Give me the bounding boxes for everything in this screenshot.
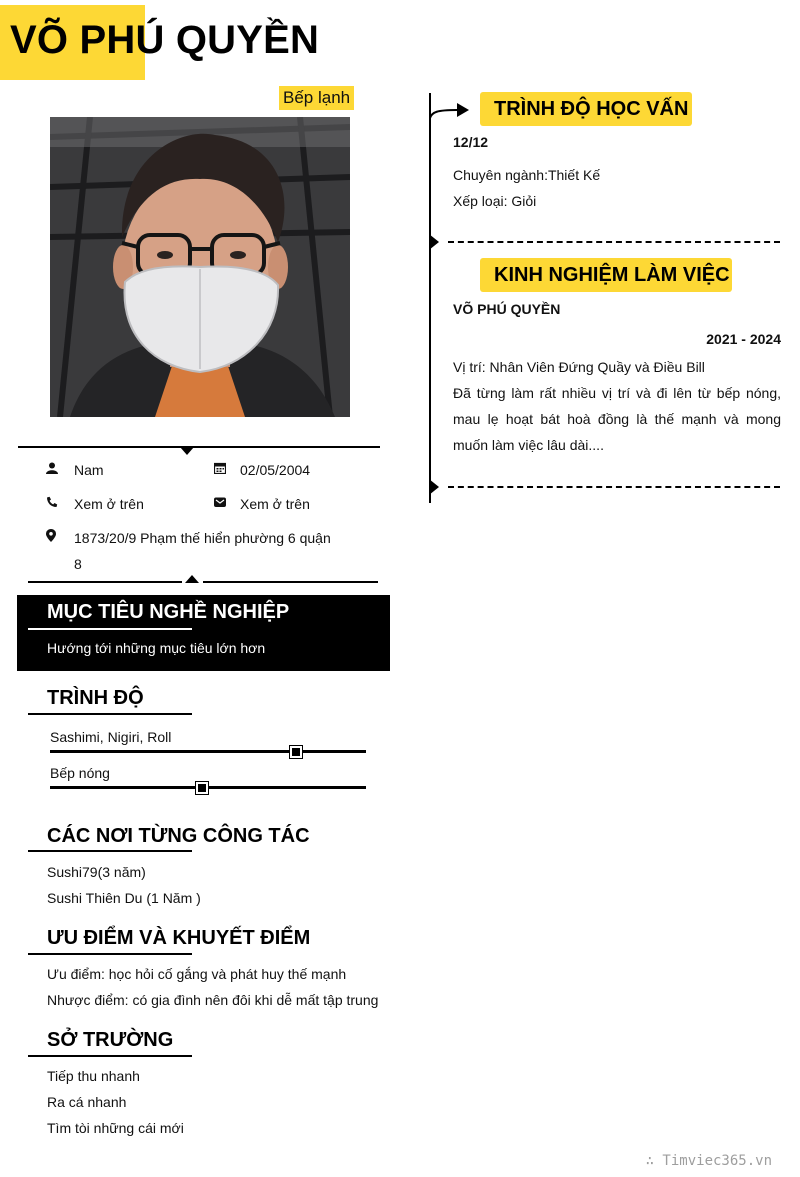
experience-description: Đã từng làm rất nhiều vị trí và đi lên từ bếp nóng, mau lẹ hoạt bát hoà đồng là thế mạnh và mong muốn làm việc lâu dài....: [453, 385, 781, 453]
skill-label: Bếp nóng: [50, 765, 110, 781]
cons-text: Nhược điểm: có gia đình nên đôi khi dễ mất tập trung: [47, 992, 379, 1008]
skill-level-marker: [196, 782, 208, 794]
career-goal-underline: [28, 628, 192, 630]
strengths-underline: [28, 1055, 192, 1057]
candidate-name: VÕ PHÚ QUYỀN: [10, 18, 320, 62]
email-value: Xem ở trên: [240, 496, 310, 512]
experience-position: Vị trí: Nhân Viên Đứng Quầy và Điều Bill: [453, 359, 705, 375]
experience-title: KINH NGHIỆM LÀM VIỆC: [494, 264, 730, 286]
skill-label: Sashimi, Nigiri, Roll: [50, 729, 172, 745]
phone-icon: [46, 495, 60, 509]
career-goal-text: Hướng tới những mục tiêu lớn hơn: [47, 640, 266, 656]
skill-bar: [50, 750, 366, 753]
experience-period: 2021 - 2024: [706, 331, 781, 347]
workplace-item: Sushi79(3 năm): [47, 864, 146, 880]
gender-value: Nam: [74, 462, 104, 478]
skills-underline: [28, 713, 192, 715]
career-goal-title: MỤC TIÊU NGHỀ NGHIỆP: [47, 601, 290, 623]
workplaces-title: CÁC NƠI TỪNG CÔNG TÁC: [47, 825, 310, 847]
experience-company: VÕ PHÚ QUYỀN: [453, 301, 561, 317]
strength-item: Tiếp thu nhanh: [47, 1068, 140, 1084]
skill-bar: [50, 786, 366, 789]
pros-cons-title: ƯU ĐIỂM VÀ KHUYẾT ĐIỂM: [47, 927, 311, 949]
email-icon: [214, 495, 228, 509]
user-icon: [46, 461, 60, 475]
phone-value: Xem ở trên: [74, 496, 144, 512]
pros-text: Ưu điểm: học hỏi cố gắng và phát huy thế mạnh: [47, 966, 347, 982]
section-divider: [448, 486, 780, 488]
workplaces-underline: [28, 850, 192, 852]
education-level: 12/12: [453, 134, 489, 150]
skills-title: TRÌNH ĐỘ: [47, 687, 144, 709]
education-rank: Xếp loại: Giỏi: [453, 193, 537, 209]
workplace-item: Sushi Thiên Du (1 Năm ): [47, 890, 201, 906]
job-title-badge: Bếp lạnh: [279, 86, 354, 110]
timeline-marker-icon: [429, 479, 439, 495]
calendar-icon: [214, 461, 228, 475]
address-line-2: 8: [74, 556, 82, 572]
dob-value: 02/05/2004: [240, 462, 311, 478]
strength-item: Tìm tòi những cái mới: [47, 1120, 184, 1136]
skill-level-marker: [290, 746, 302, 758]
timeline-arrow-icon: [429, 100, 473, 125]
watermark: ∴ Timviec365.vn: [645, 1153, 772, 1169]
profile-photo: [50, 117, 350, 417]
info-bottom-divider-left: [28, 581, 182, 583]
education-major: Chuyên ngành:Thiết Kế: [453, 167, 601, 183]
info-bottom-divider-right: [203, 581, 378, 583]
strength-item: Ra cá nhanh: [47, 1094, 127, 1110]
pros-cons-underline: [28, 953, 192, 955]
address-line-1: 1873/20/9 Phạm thế hiển phường 6 quận: [74, 530, 331, 546]
location-icon: [46, 529, 60, 543]
timeline-marker-icon: [429, 234, 439, 250]
info-top-divider: [18, 446, 380, 448]
info-top-arrow: [180, 447, 194, 455]
education-title: TRÌNH ĐỘ HỌC VẤN: [494, 98, 689, 120]
strengths-title: SỞ TRƯỜNG: [47, 1029, 174, 1051]
section-divider: [448, 241, 780, 243]
timeline-line: [429, 93, 431, 503]
info-bottom-arrow: [185, 575, 199, 583]
